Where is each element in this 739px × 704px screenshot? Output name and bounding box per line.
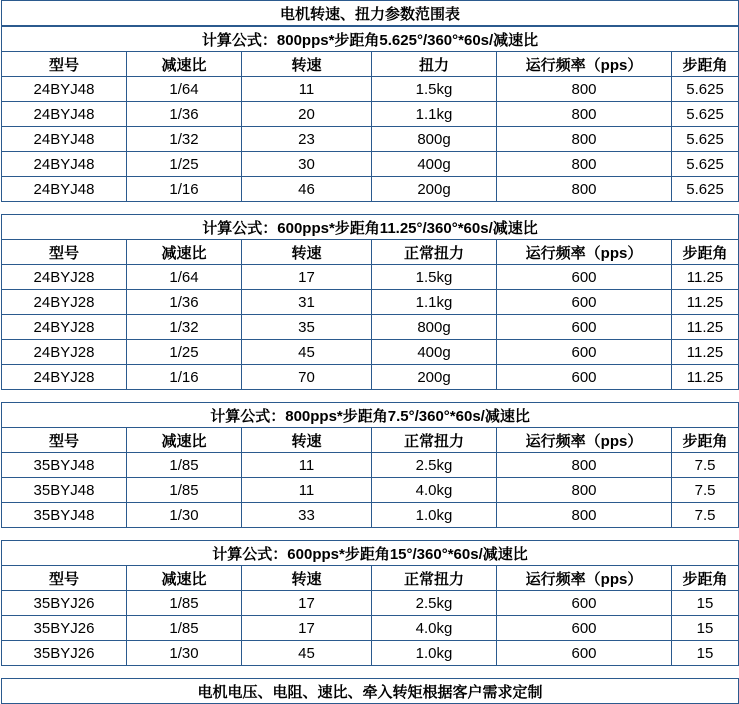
- table-cell: 800: [497, 127, 672, 152]
- column-header-cell: 正常扭力: [372, 566, 497, 591]
- column-header-cell: 运行频率（pps）: [497, 428, 672, 453]
- table-cell: 11.25: [672, 315, 739, 340]
- table-cell: 35: [242, 315, 372, 340]
- column-header-cell: 步距角: [672, 428, 739, 453]
- column-header-cell: 减速比: [127, 566, 242, 591]
- table-cell: 5.625: [672, 102, 739, 127]
- table-row: [2, 616, 739, 641]
- table-cell: 1/36: [127, 290, 242, 315]
- table-cell: 600: [497, 340, 672, 365]
- table-cell: 30: [242, 152, 372, 177]
- table-row: [2, 265, 739, 290]
- table-cell: 800: [497, 102, 672, 127]
- table-cell: 4.0kg: [372, 478, 497, 503]
- table-row: [2, 365, 739, 390]
- table-cell: 800g: [372, 315, 497, 340]
- table-cell: 800: [497, 478, 672, 503]
- table-cell: 35BYJ48: [2, 478, 127, 503]
- column-header-cell: 步距角: [672, 240, 739, 265]
- table-cell: 11.25: [672, 290, 739, 315]
- table-cell: 2.5kg: [372, 453, 497, 478]
- table-cell: 1/32: [127, 127, 242, 152]
- table-cell: 400g: [372, 340, 497, 365]
- table-row: [2, 77, 739, 102]
- table-cell: 35BYJ26: [2, 616, 127, 641]
- column-header-cell: 转速: [242, 428, 372, 453]
- table-cell: 1/64: [127, 77, 242, 102]
- table-cell: 35BYJ26: [2, 641, 127, 666]
- table-cell: 5.625: [672, 152, 739, 177]
- table-cell: 11.25: [672, 265, 739, 290]
- section-spacer: [0, 528, 739, 540]
- table-cell: 35BYJ48: [2, 503, 127, 528]
- column-header-cell: 型号: [2, 52, 127, 77]
- column-header-cell: 运行频率（pps）: [497, 566, 672, 591]
- formula-row: [2, 215, 739, 240]
- table-cell: 800: [497, 152, 672, 177]
- column-header-cell: 正常扭力: [372, 428, 497, 453]
- table-cell: 45: [242, 641, 372, 666]
- table-cell: 7.5: [672, 478, 739, 503]
- table-row: [2, 177, 739, 202]
- column-header-row: [2, 52, 739, 77]
- table-cell: 1.1kg: [372, 102, 497, 127]
- document-title-table: [1, 0, 739, 26]
- table-row: [2, 503, 739, 528]
- table-cell: 600: [497, 365, 672, 390]
- table-row: [2, 290, 739, 315]
- table-cell: 2.5kg: [372, 591, 497, 616]
- table-row: [2, 127, 739, 152]
- table-row: [2, 102, 739, 127]
- table-cell: 24BYJ48: [2, 177, 127, 202]
- table-cell: 1.5kg: [372, 265, 497, 290]
- formula-row: [2, 27, 739, 52]
- table-cell: 24BYJ48: [2, 102, 127, 127]
- table-cell: 800: [497, 77, 672, 102]
- table-cell: 45: [242, 340, 372, 365]
- table-cell: 7.5: [672, 453, 739, 478]
- table-cell: 17: [242, 591, 372, 616]
- table-cell: 46: [242, 177, 372, 202]
- table-cell: 1/16: [127, 365, 242, 390]
- table-cell: 600: [497, 641, 672, 666]
- formula-row: [2, 541, 739, 566]
- column-header-cell: 正常扭力: [372, 240, 497, 265]
- formula-text: 计算公式：800pps*步距角5.625°/360°*60s/减速比: [2, 27, 739, 52]
- table-row: [2, 315, 739, 340]
- table-cell: 5.625: [672, 77, 739, 102]
- table-cell: 11.25: [672, 365, 739, 390]
- document-footer-row: [2, 679, 739, 704]
- table-cell: 24BYJ28: [2, 290, 127, 315]
- table-cell: 800: [497, 453, 672, 478]
- footer-note: 电机电压、电阻、速比、牵入转矩根据客户需求定制: [2, 679, 739, 704]
- table-cell: 800: [497, 177, 672, 202]
- table-cell: 1/85: [127, 591, 242, 616]
- column-header-row: [2, 566, 739, 591]
- column-header-row: [2, 428, 739, 453]
- table-cell: 5.625: [672, 177, 739, 202]
- table-cell: 5.625: [672, 127, 739, 152]
- table-cell: 800: [497, 503, 672, 528]
- table-row: [2, 152, 739, 177]
- document-title-row: [2, 1, 739, 26]
- table-cell: 24BYJ48: [2, 77, 127, 102]
- table-cell: 1.1kg: [372, 290, 497, 315]
- table-cell: 800g: [372, 127, 497, 152]
- column-header-cell: 步距角: [672, 566, 739, 591]
- table-cell: 4.0kg: [372, 616, 497, 641]
- column-header-cell: 型号: [2, 566, 127, 591]
- column-header-cell: 扭力: [372, 52, 497, 77]
- table-cell: 1.0kg: [372, 503, 497, 528]
- table-cell: 11: [242, 478, 372, 503]
- sections-container: [0, 26, 739, 678]
- column-header-cell: 减速比: [127, 52, 242, 77]
- table-cell: 600: [497, 591, 672, 616]
- table-cell: 1/85: [127, 616, 242, 641]
- section-table: [1, 402, 739, 528]
- column-header-cell: 步距角: [672, 52, 739, 77]
- table-cell: 1/30: [127, 641, 242, 666]
- formula-row: [2, 403, 739, 428]
- table-cell: 1.5kg: [372, 77, 497, 102]
- table-cell: 70: [242, 365, 372, 390]
- table-cell: 24BYJ48: [2, 127, 127, 152]
- table-cell: 11: [242, 453, 372, 478]
- table-cell: 1/25: [127, 340, 242, 365]
- formula-text: 计算公式：800pps*步距角7.5°/360°*60s/减速比: [2, 403, 739, 428]
- table-cell: 600: [497, 265, 672, 290]
- table-cell: 11: [242, 77, 372, 102]
- column-header-cell: 运行频率（pps）: [497, 52, 672, 77]
- column-header-row: [2, 240, 739, 265]
- table-cell: 31: [242, 290, 372, 315]
- table-cell: 17: [242, 265, 372, 290]
- table-cell: 1/64: [127, 265, 242, 290]
- table-cell: 23: [242, 127, 372, 152]
- table-cell: 1/32: [127, 315, 242, 340]
- document-footer-table: [1, 678, 739, 704]
- section-spacer: [0, 666, 739, 678]
- table-cell: 600: [497, 616, 672, 641]
- table-cell: 1/25: [127, 152, 242, 177]
- table-cell: 15: [672, 591, 739, 616]
- section-table: [1, 214, 739, 390]
- table-cell: 1/16: [127, 177, 242, 202]
- column-header-cell: 减速比: [127, 240, 242, 265]
- table-cell: 600: [497, 315, 672, 340]
- table-cell: 1/85: [127, 453, 242, 478]
- table-row: [2, 453, 739, 478]
- table-row: [2, 641, 739, 666]
- table-cell: 600: [497, 290, 672, 315]
- section-spacer: [0, 202, 739, 214]
- table-cell: 1/85: [127, 478, 242, 503]
- table-cell: 33: [242, 503, 372, 528]
- table-cell: 20: [242, 102, 372, 127]
- table-row: [2, 340, 739, 365]
- table-cell: 24BYJ28: [2, 315, 127, 340]
- column-header-cell: 型号: [2, 240, 127, 265]
- section-spacer: [0, 390, 739, 402]
- page-title: 电机转速、扭力参数范围表: [2, 1, 739, 26]
- formula-text: 计算公式：600pps*步距角15°/360°*60s/减速比: [2, 541, 739, 566]
- table-cell: 24BYJ28: [2, 365, 127, 390]
- table-cell: 1.0kg: [372, 641, 497, 666]
- column-header-cell: 型号: [2, 428, 127, 453]
- table-cell: 7.5: [672, 503, 739, 528]
- section-table: [1, 540, 739, 666]
- table-cell: 24BYJ28: [2, 265, 127, 290]
- table-cell: 15: [672, 641, 739, 666]
- column-header-cell: 运行频率（pps）: [497, 240, 672, 265]
- column-header-cell: 减速比: [127, 428, 242, 453]
- column-header-cell: 转速: [242, 240, 372, 265]
- table-cell: 35BYJ48: [2, 453, 127, 478]
- section-table: [1, 26, 739, 202]
- table-cell: 11.25: [672, 340, 739, 365]
- table-row: [2, 478, 739, 503]
- formula-text: 计算公式：600pps*步距角11.25°/360°*60s/减速比: [2, 215, 739, 240]
- table-cell: 1/30: [127, 503, 242, 528]
- column-header-cell: 转速: [242, 52, 372, 77]
- table-cell: 1/36: [127, 102, 242, 127]
- table-cell: 35BYJ26: [2, 591, 127, 616]
- table-cell: 17: [242, 616, 372, 641]
- table-cell: 24BYJ28: [2, 340, 127, 365]
- table-cell: 24BYJ48: [2, 152, 127, 177]
- table-cell: 400g: [372, 152, 497, 177]
- table-row: [2, 591, 739, 616]
- table-cell: 200g: [372, 365, 497, 390]
- table-cell: 15: [672, 616, 739, 641]
- column-header-cell: 转速: [242, 566, 372, 591]
- table-cell: 200g: [372, 177, 497, 202]
